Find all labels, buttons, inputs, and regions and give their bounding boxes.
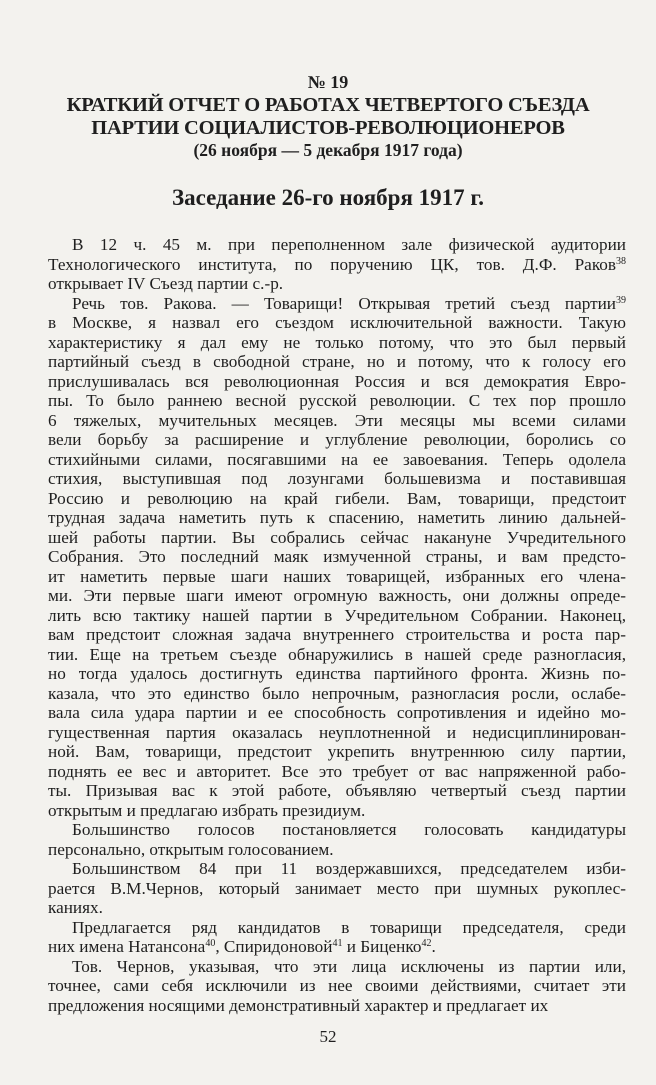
text-line [48, 489, 626, 509]
text-line [48, 976, 626, 996]
text-line [48, 274, 626, 294]
text-segment: предложения носящими демонстративный характер и предлагает их [48, 995, 549, 1015]
text-segment: но тогда удалось достигнуть единства партийного фронта. Жизнь по- [48, 664, 626, 683]
text-segment: 6 тяжелых, мучительных месяцев. Эти месяцы мы всеми силами [48, 410, 626, 430]
text-line [48, 820, 626, 840]
text-segment: Технологического института, по поручению ЦК, тов. Д.Ф. Раков [48, 254, 616, 274]
text-segment: гущественная партия оказалась неуплотненной и недисциплинирован- [48, 722, 626, 742]
page-number: 52 [319, 1027, 337, 1046]
footnote-ref: 39 [616, 294, 626, 306]
document-title-line-2: ПАРТИИ СОЦИАЛИСТОВ-РЕВОЛЮЦИОНЕРОВ [91, 117, 565, 139]
paragraph [48, 294, 626, 821]
text-segment: ной. Вам, товарищи, предстоит укрепить внутреннюю силу партии, [48, 742, 626, 761]
text-segment: вели борьбу за расширение и углубление революции, боролись со [48, 430, 626, 449]
text-segment: в Москве, я назвал его съездом исключительной важности. Такую [48, 313, 626, 332]
text-segment: Большинство голосов постановляется голосовать кандидатуры [72, 820, 626, 839]
paragraph [48, 820, 626, 859]
text-segment: стихийными силами, посягавшими на ее завоевания. Теперь одолела [48, 449, 626, 469]
text-segment: тии. Еще на третьем съезде обнаружились в нашей среде разногласия, [48, 644, 626, 664]
text-line [48, 937, 626, 957]
text-line [48, 235, 626, 255]
paragraph [48, 918, 626, 957]
text-line [48, 723, 626, 743]
text-line [48, 294, 626, 314]
footnote-ref: 41 [332, 938, 343, 949]
text-line [48, 684, 626, 704]
document-dates: (26 ноября — 5 декабря 1917 года) [193, 140, 463, 160]
text-segment: ит наметить первые шаги наших товарищей, избранных его члена- [48, 566, 626, 586]
text-segment: и Биценко [342, 937, 422, 956]
text-segment: шей работы партии. Вы собрались сейчас накануне Учредительного [48, 527, 626, 547]
text-segment: поднять ее вес и авторитет. Все это требует от вас напряженной рабо- [48, 761, 626, 781]
text-segment: открытым и предлагаю избрать президиум. [48, 800, 366, 820]
text-line [48, 801, 626, 821]
text-segment: лить всю тактику нашей партии в Учредительном Собрании. Наконец, [48, 605, 626, 625]
text-line [48, 391, 626, 411]
paragraph [48, 235, 626, 294]
text-segment: партийный съезд в свободной стране, но и потому, что к голосу его [48, 352, 626, 371]
text-line [48, 957, 626, 977]
text-segment: открывает IV Съезд партии с.-р. [48, 274, 284, 293]
text-line [48, 508, 626, 528]
paragraph [48, 957, 626, 1016]
text-line [48, 586, 626, 606]
text-line [48, 703, 626, 723]
text-line [48, 469, 626, 489]
document-title-line-1: КРАТКИЙ ОТЧЕТ О РАБОТАХ ЧЕТВЕРТОГО СЪЕЗДА [66, 94, 590, 116]
text-line [48, 352, 626, 372]
text-segment: Россию и революцию на край гибели. Вам, товарищи, предстоит [48, 488, 626, 508]
text-segment: , Спиридоновой [215, 937, 333, 956]
session-heading: Заседание 26-го ноября 1917 г. [171, 185, 484, 210]
text-line [48, 898, 626, 918]
text-line [48, 762, 626, 782]
text-segment: вала сила удара партии и ее способность сопротивления и идейно мо- [48, 703, 626, 722]
text-line [48, 411, 626, 431]
text-line [48, 645, 626, 665]
text-segment: ми. Эти первые шаги имеют огромную важность, они должны опреде- [48, 586, 626, 605]
text-line [48, 781, 626, 801]
text-line [48, 547, 626, 567]
text-line [48, 372, 626, 392]
text-segment: стихия, выступившая под лозунгами большевизма и поставившая [48, 469, 626, 488]
text-segment: пы. То было раннею весной русской революции. С тех пор прошло [48, 391, 626, 410]
text-segment: Речь тов. Ракова. — Товарищи! Открывая третий съезд партии [72, 293, 616, 313]
text-segment: характеристику я дал ему не только потому, что это был первый [48, 332, 626, 352]
footnote-ref: 38 [616, 255, 626, 267]
text-line [48, 567, 626, 587]
text-line [48, 879, 626, 899]
text-line [48, 255, 626, 275]
text-segment: точнее, сами себя исключили из нее своими действиями, считает эти [48, 976, 626, 995]
document-number: № 19 [307, 72, 349, 92]
text-segment: Предлагается ряд кандидатов в товарищи председателя, среди [72, 917, 626, 937]
text-segment: персонально, открытым голосованием. [48, 839, 334, 859]
text-line [48, 333, 626, 353]
paragraph [48, 859, 626, 918]
text-segment: Тов. Чернов, указывая, что эти лица исключены из партии или, [72, 956, 626, 976]
text-line [48, 528, 626, 548]
text-segment: В 12 ч. 45 м. при переполненном зале физической аудитории [72, 235, 626, 254]
text-line [48, 664, 626, 684]
text-segment: Собрания. Это последний маяк измученной страны, и вам предсто- [48, 547, 626, 566]
text-line [48, 840, 626, 860]
text-segment: вам предстоит сложная задача внутреннего строительства и роста пар- [48, 625, 626, 644]
text-segment: . [431, 937, 436, 956]
footnote-ref: 40 [205, 938, 216, 949]
body-text [48, 235, 626, 1015]
text-segment: каниях. [48, 898, 103, 917]
text-segment: рается В.М.Чернов, который занимает место при шумных рукоплес- [48, 878, 626, 898]
text-line [48, 859, 626, 879]
text-segment: ты. Призывая вас к этой работе, объявляю четвертый съезд партии [48, 781, 626, 800]
text-line [48, 430, 626, 450]
text-segment: казала, что это единство было непрочным, разногласия росли, ослабе- [48, 683, 626, 703]
text-line [48, 918, 626, 938]
footnote-ref: 42 [421, 938, 432, 949]
text-line [48, 625, 626, 645]
text-segment: прислушивалась вся революционная Россия и вся демократия Евро- [48, 371, 626, 391]
text-line [48, 996, 626, 1016]
text-line [48, 313, 626, 333]
text-line [48, 450, 626, 470]
text-segment: них имена Натансона [48, 937, 206, 956]
text-line [48, 742, 626, 762]
text-segment: Большинством 84 при 11 воздержавшихся, председателем изби- [72, 859, 626, 878]
text-line [48, 606, 626, 626]
text-segment: трудная задача наметить путь к спасению, наметить линию дальней- [48, 508, 626, 527]
